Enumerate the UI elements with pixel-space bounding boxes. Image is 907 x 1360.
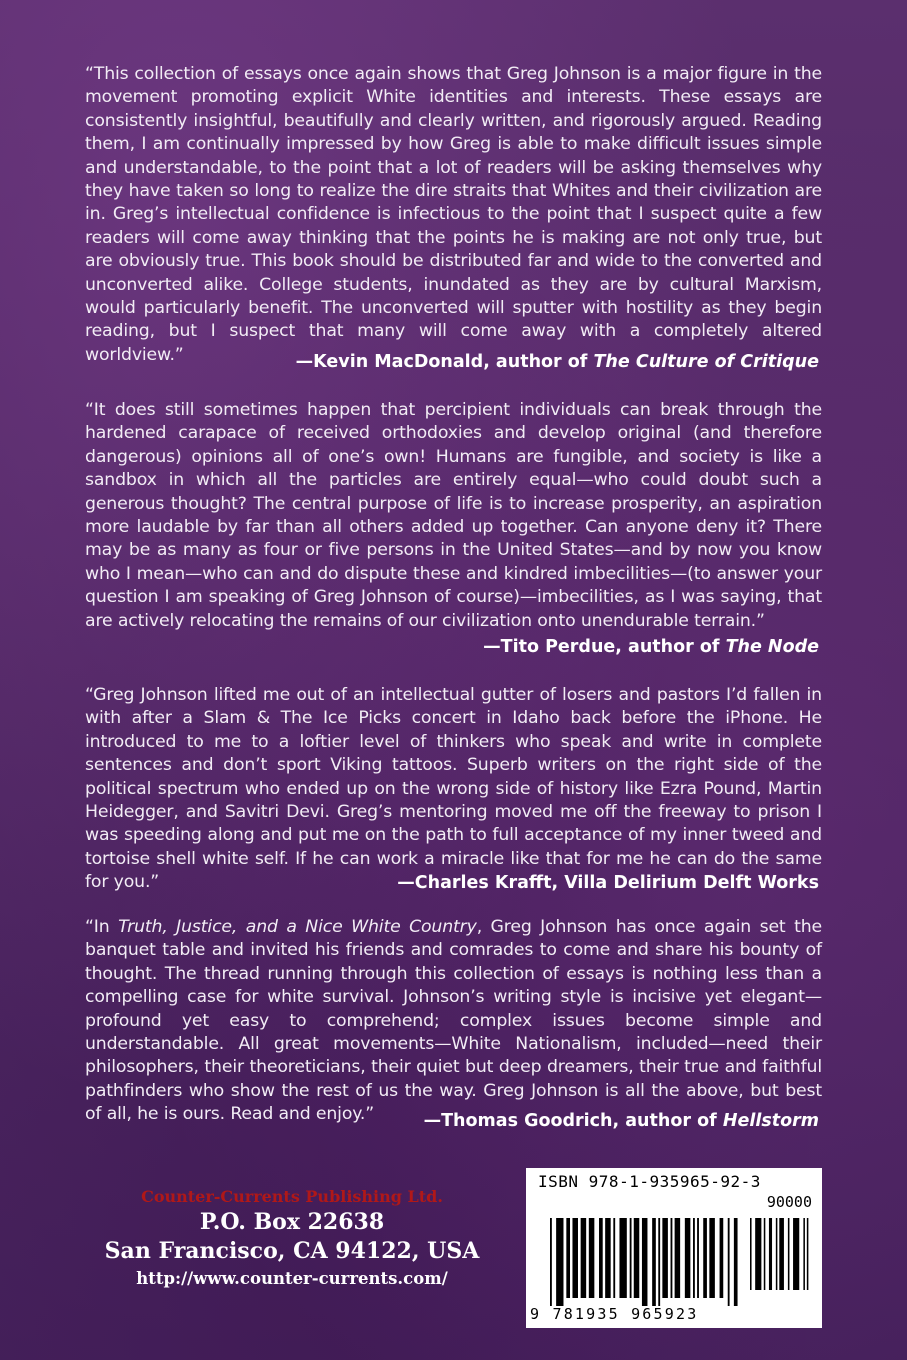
barcode-bar <box>566 1218 570 1298</box>
publisher-po-box: P.O. Box 22638 <box>199 1209 385 1235</box>
testimonial-quote: “It does still sometimes happen that percipient individuals can break through the hardened carapace of received orthodoxies and develop original (and therefore dangerous) opinions all of one’s own! Humans are fungible, and society is like a sandbox in which all the particles are entirely equal—who could doubt such a generous thought? The central purpose of life is to increase prosperity, an aspiration more laudable by far than all others added up together. Can anyone deny it? There may be as many as four or five persons in the United States—and by now you know who I mean—who can and do dispute these and kindred imbecilities—(to answer your question I am speaking of Greg Johnson of course)—imbecilities, as I was saying, that are actively relocating the remains of our civilization onto unendurable terrain.” <box>85 400 822 631</box>
isbn-number: ISBN 978-1-935965-92-3 <box>538 1172 761 1191</box>
barcode-bar <box>803 1218 805 1290</box>
testimonial-attribution <box>483 637 819 657</box>
quote-body: , Greg Johnson has once again set the banquet table and invited his friends and comrades to come and share his bounty of thought. The thread running through this collection of essays is nothing less than a compelling case for white survival. Johnson’s writing style is incisive yet elegant—profound yet easy to comprehend; complex issues become simple and understandable. All great movements—White Nationalism, included—need their philosophers, their theoreticians, their quiet but deep dreamers, their true and faithful pathfinders who show the rest of us the way. Greg Johnson is all the above, but best of all, he is ours. Read and enjoy.” <box>85 917 822 1125</box>
barcode-bar <box>807 1218 809 1290</box>
barcode-bar <box>769 1218 772 1290</box>
publisher-city: San Francisco, CA 94122, USA <box>104 1238 480 1264</box>
publisher-url[interactable]: http://www.counter-currents.com/ <box>136 1269 448 1288</box>
testimonial-krafft <box>85 684 822 895</box>
barcode-bar <box>662 1218 668 1298</box>
barcode-bar <box>599 1218 603 1298</box>
testimonial-attribution <box>424 1111 819 1131</box>
quote-lead: “In <box>85 917 119 937</box>
quote-book-title: Truth, Justice, and a Nice White Country <box>118 917 477 937</box>
barcode-bar <box>619 1218 626 1298</box>
attribution-work: The Culture of Critique <box>593 352 819 372</box>
price-barcode-bars <box>750 1218 812 1298</box>
barcode-bar <box>779 1218 784 1290</box>
attribution-work: The Node <box>725 637 819 657</box>
barcode-bar <box>720 1218 724 1298</box>
barcode-bar <box>652 1218 656 1306</box>
barcode-bar <box>671 1218 673 1298</box>
barcode-bar <box>605 1218 611 1298</box>
barcode-bar <box>755 1218 761 1290</box>
barcode-bar <box>581 1218 587 1298</box>
testimonial-perdue <box>85 399 822 633</box>
barcode-bar <box>734 1218 738 1306</box>
attribution-author: —Charles Krafft, Villa Delirium Delft Works <box>397 873 819 893</box>
barcode-bar <box>788 1218 790 1290</box>
ean-barcode-bars <box>550 1218 740 1306</box>
barcode-bar <box>750 1218 752 1290</box>
barcode-bar <box>589 1218 595 1298</box>
barcode-bar <box>776 1218 778 1290</box>
barcode-bar <box>675 1218 681 1298</box>
barcode-bar <box>642 1218 648 1306</box>
testimonial-macdonald <box>85 63 822 367</box>
barcode-bar <box>630 1218 632 1298</box>
attribution-author: —Kevin MacDonald, author of <box>295 352 594 372</box>
barcode-bar <box>658 1218 660 1306</box>
attribution-author: —Tito Perdue, author of <box>483 637 726 657</box>
attribution-work: Hellstorm <box>722 1111 819 1131</box>
barcode-bar <box>572 1218 578 1298</box>
testimonial-quote: “This collection of essays once again shows that Greg Johnson is a major figure in the movement promoting explicit White identities and interests. These essays are consistently insightful, beautifully and clearly written, and rigorously argued. Reading them, I am continually impressed by how Greg is able to make difficult issues simple and understandable, to the point that a lot of readers will be asking themselves why they have taken so long to realize the dire straits that Whites and their civilization are in. Greg’s intellectual confidence is infectious to the point that I suspect quite a few readers will come away thinking that the points he is making are not only true, but are obviously true. This book should be distributed far and wide to the converted and unconverted alike. College students, inundated as they are by cultural Marxism, would particularly benefit. The unconverted will sputter with hostility as they begin reading, but I suspect that many will come away with a completely altered worldview.” <box>85 64 822 365</box>
publisher-block <box>72 1186 512 1292</box>
barcode-bar <box>764 1218 766 1290</box>
barcode-bar <box>709 1218 715 1298</box>
testimonial-quote: “Greg Johnson lifted me out of an intellectual gutter of losers and pastors I’d fallen in with after a Slam & The Ice Picks concert in Idaho back before the iPhone. He introduced to me to a loftier level of thinkers who speak and write in complete sentences and don’t sport Viking tattoos. Superb writers on the right side of the political spectrum who ended up on the wrong side of history like Ezra Pound, Martin Heidegger, and Savitri Devi. Greg’s mentoring moved me off the freeway to prison I was speeding along and put me on the path to full acceptance of my inner tweed and tortoise shell white self. If he can work a miracle like that for me he can do the same for you.” <box>85 685 822 893</box>
price-code: 90000 <box>766 1193 812 1211</box>
publisher-name: Counter-Currents Publishing Ltd. <box>141 1187 443 1206</box>
barcode-digits: 9 781935 965923 <box>530 1305 699 1323</box>
testimonial-goodrich <box>85 916 822 1127</box>
barcode-bar <box>556 1218 563 1306</box>
testimonial-attribution <box>397 873 819 893</box>
barcode-bar <box>634 1218 640 1298</box>
isbn-barcode <box>526 1168 822 1328</box>
barcode-bar <box>685 1218 691 1298</box>
testimonial-quote <box>85 916 822 1127</box>
testimonial-attribution <box>296 352 819 372</box>
barcode-bar <box>550 1218 552 1306</box>
barcode-bar <box>728 1218 730 1306</box>
barcode-bar <box>613 1218 615 1298</box>
barcode-bar <box>703 1218 707 1298</box>
barcode-bar <box>697 1218 699 1298</box>
barcode-bar <box>693 1218 695 1298</box>
barcode-bar <box>793 1218 799 1290</box>
attribution-author: —Thomas Goodrich, author of <box>423 1111 723 1131</box>
